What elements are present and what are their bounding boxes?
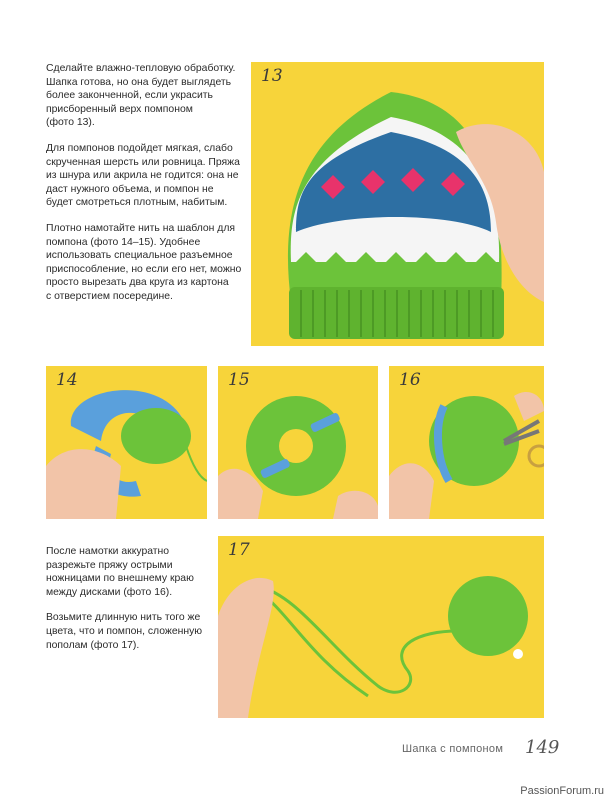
- paragraph-yarn-choice: Для помпонов подойдет мягкая, слабо скрученная шерсть или ровница. Пряжа из шнура или акрила не годится: она не даст нужного объема, и помпон не будет смотреться плотным, набитым.: [46, 142, 240, 209]
- paragraph-tying: Возьмите длинную нить того же цвета, что и помпон, сложенную пополам (фото 17).: [46, 612, 203, 651]
- photo-15-number: 15: [228, 370, 250, 390]
- paragraph-cutting: После намотки аккуратно разрежьте пряжу острыми ножницами по внешнему краю между дисками (фото 16).: [46, 546, 194, 598]
- hat-illustration: [251, 62, 544, 346]
- photo-14-pompom-maker: [46, 366, 207, 519]
- cutting-text-column: [46, 545, 216, 664]
- photo-17-pompom-string: [218, 536, 544, 718]
- intro-text-column: [46, 62, 246, 316]
- photo-13-hat: [251, 62, 544, 346]
- running-footer-title: Шапка с помпоном: [402, 743, 504, 755]
- pompom-string-illustration: [218, 536, 544, 718]
- photo-13-number: 13: [261, 66, 283, 86]
- photo-16-cutting: [389, 366, 544, 519]
- paragraph-finishing: Сделайте влажно-тепловую обработку. Шапка готова, но она будет выглядеть более законченной, если украсить присборенный верх помпоном (фото 13).: [46, 63, 236, 129]
- paragraph-winding: Плотно намотайте нить на шаблон для помпона (фото 14–15). Удобнее использовать специальное разъемное приспособление, но если его нет, можно просто вырезать два круга из картона с отверстием посередине.: [46, 222, 242, 302]
- photo-16-number: 16: [399, 370, 421, 390]
- photo-14-number: 14: [56, 370, 78, 390]
- page-number: 149: [525, 737, 560, 758]
- photo-17-number: 17: [228, 540, 250, 560]
- watermark: PassionForum.ru: [520, 785, 604, 797]
- photo-15-wound-ring: [218, 366, 378, 519]
